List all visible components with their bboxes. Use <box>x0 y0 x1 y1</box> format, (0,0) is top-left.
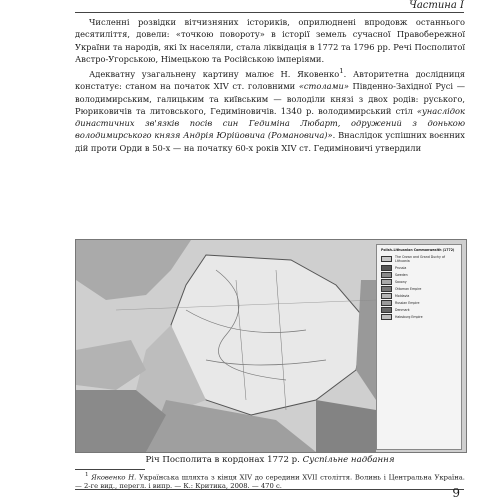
legend-label: Sweden <box>395 272 408 277</box>
running-header <box>0 0 500 14</box>
legend-label: Ottoman Empire <box>395 286 422 291</box>
legend-item <box>381 314 457 320</box>
legend-label: Denmark <box>395 307 410 312</box>
legend-swatch <box>381 265 392 271</box>
header-rule <box>75 12 464 13</box>
legend-item <box>381 293 457 299</box>
footnote-rule <box>75 469 145 470</box>
quote-italic: «унаслідок династичних зв'язків посів син Гедиміна Любарт, одружений з донькою володимирського князя Андрія Юрійовича (Романовича)» <box>75 105 465 141</box>
paragraph-2 <box>75 65 465 154</box>
legend-swatch <box>381 272 392 278</box>
body-text <box>75 16 465 154</box>
footnote-marker: 1 <box>85 472 89 478</box>
caption-text: Річ Посполита в кордонах 1772 р. <box>145 455 303 465</box>
map-figure <box>75 239 467 453</box>
legend-item <box>381 255 457 263</box>
legend-label: The Crown and Grand Duchy of Lithuania <box>395 255 446 264</box>
legend-label: Saxony <box>395 279 407 284</box>
text-run: . Авторитетна дослідниця констатує: станом на початок XIV ст. головними <box>75 68 465 92</box>
paragraph-1: Численні розвідки вітчизняних істориків, оприлюднені впродовж останнього десятиліття, довели: «точкою повороту» в історії земель сучасної Правобережної України та народів, які їх населяли, стала ліквідація в 1772 та 1796 рр. Речі Посполитої Австро-Угорською, Німецькою та Російською імперіями. <box>75 17 465 64</box>
legend-item <box>381 286 457 292</box>
legend-title: Polish–Lithuanian Commonwealth (1772) <box>381 248 455 252</box>
legend-swatch <box>381 256 392 262</box>
footnote-rest: — 2-ге вид., перегл. і випр. — К.: Критика, 2008. — 470 с. <box>75 482 282 491</box>
text-run: . Внаслідок успішних воєнних дій проти Орди в 50-х — на початку 60-х років XIV ст. Гедиміновичі утвердили <box>75 130 465 153</box>
map-legend <box>376 244 462 450</box>
legend-swatch <box>381 300 392 306</box>
legend-item <box>381 307 457 313</box>
footnote-ref: 1 <box>339 67 344 76</box>
figure-caption <box>75 455 465 465</box>
legend-item <box>381 300 457 306</box>
footnote-author: Яковенко Н. <box>91 473 137 482</box>
section-label: Частина І <box>409 0 464 11</box>
legend-swatch <box>381 286 392 292</box>
text-run: Адекватну узагальнену картину малює Н. Яковенко <box>89 68 340 79</box>
legend-swatch <box>381 307 392 313</box>
page-number: 9 <box>452 486 460 500</box>
footer-rule <box>75 489 464 490</box>
legend-swatch <box>381 279 392 285</box>
legend-label: Habsburg Empire <box>395 314 423 319</box>
legend-item <box>381 279 457 285</box>
caption-source: Суспільне надбання <box>302 455 395 465</box>
legend-swatch <box>381 293 392 299</box>
text-run: Південно-Західної Русі — володимирським, галицьким та київським — володіли князі з двох родів: руського, Рюриковичів та литовського, Гедиміновичів. 1340 р. володимирський стіл <box>75 81 465 116</box>
footnote-title: Українська шляхта з кінця XIV до середини XVII століття. Волинь і Центральна Україна. <box>138 473 465 482</box>
legend-label: Prussia <box>395 265 407 270</box>
legend-item <box>381 265 457 271</box>
legend-item <box>381 272 457 278</box>
legend-label: Moldavia <box>395 293 410 298</box>
legend-label: Russian Empire <box>395 300 420 305</box>
legend-swatch <box>381 314 392 320</box>
quote-italic: «столами» <box>298 81 349 92</box>
